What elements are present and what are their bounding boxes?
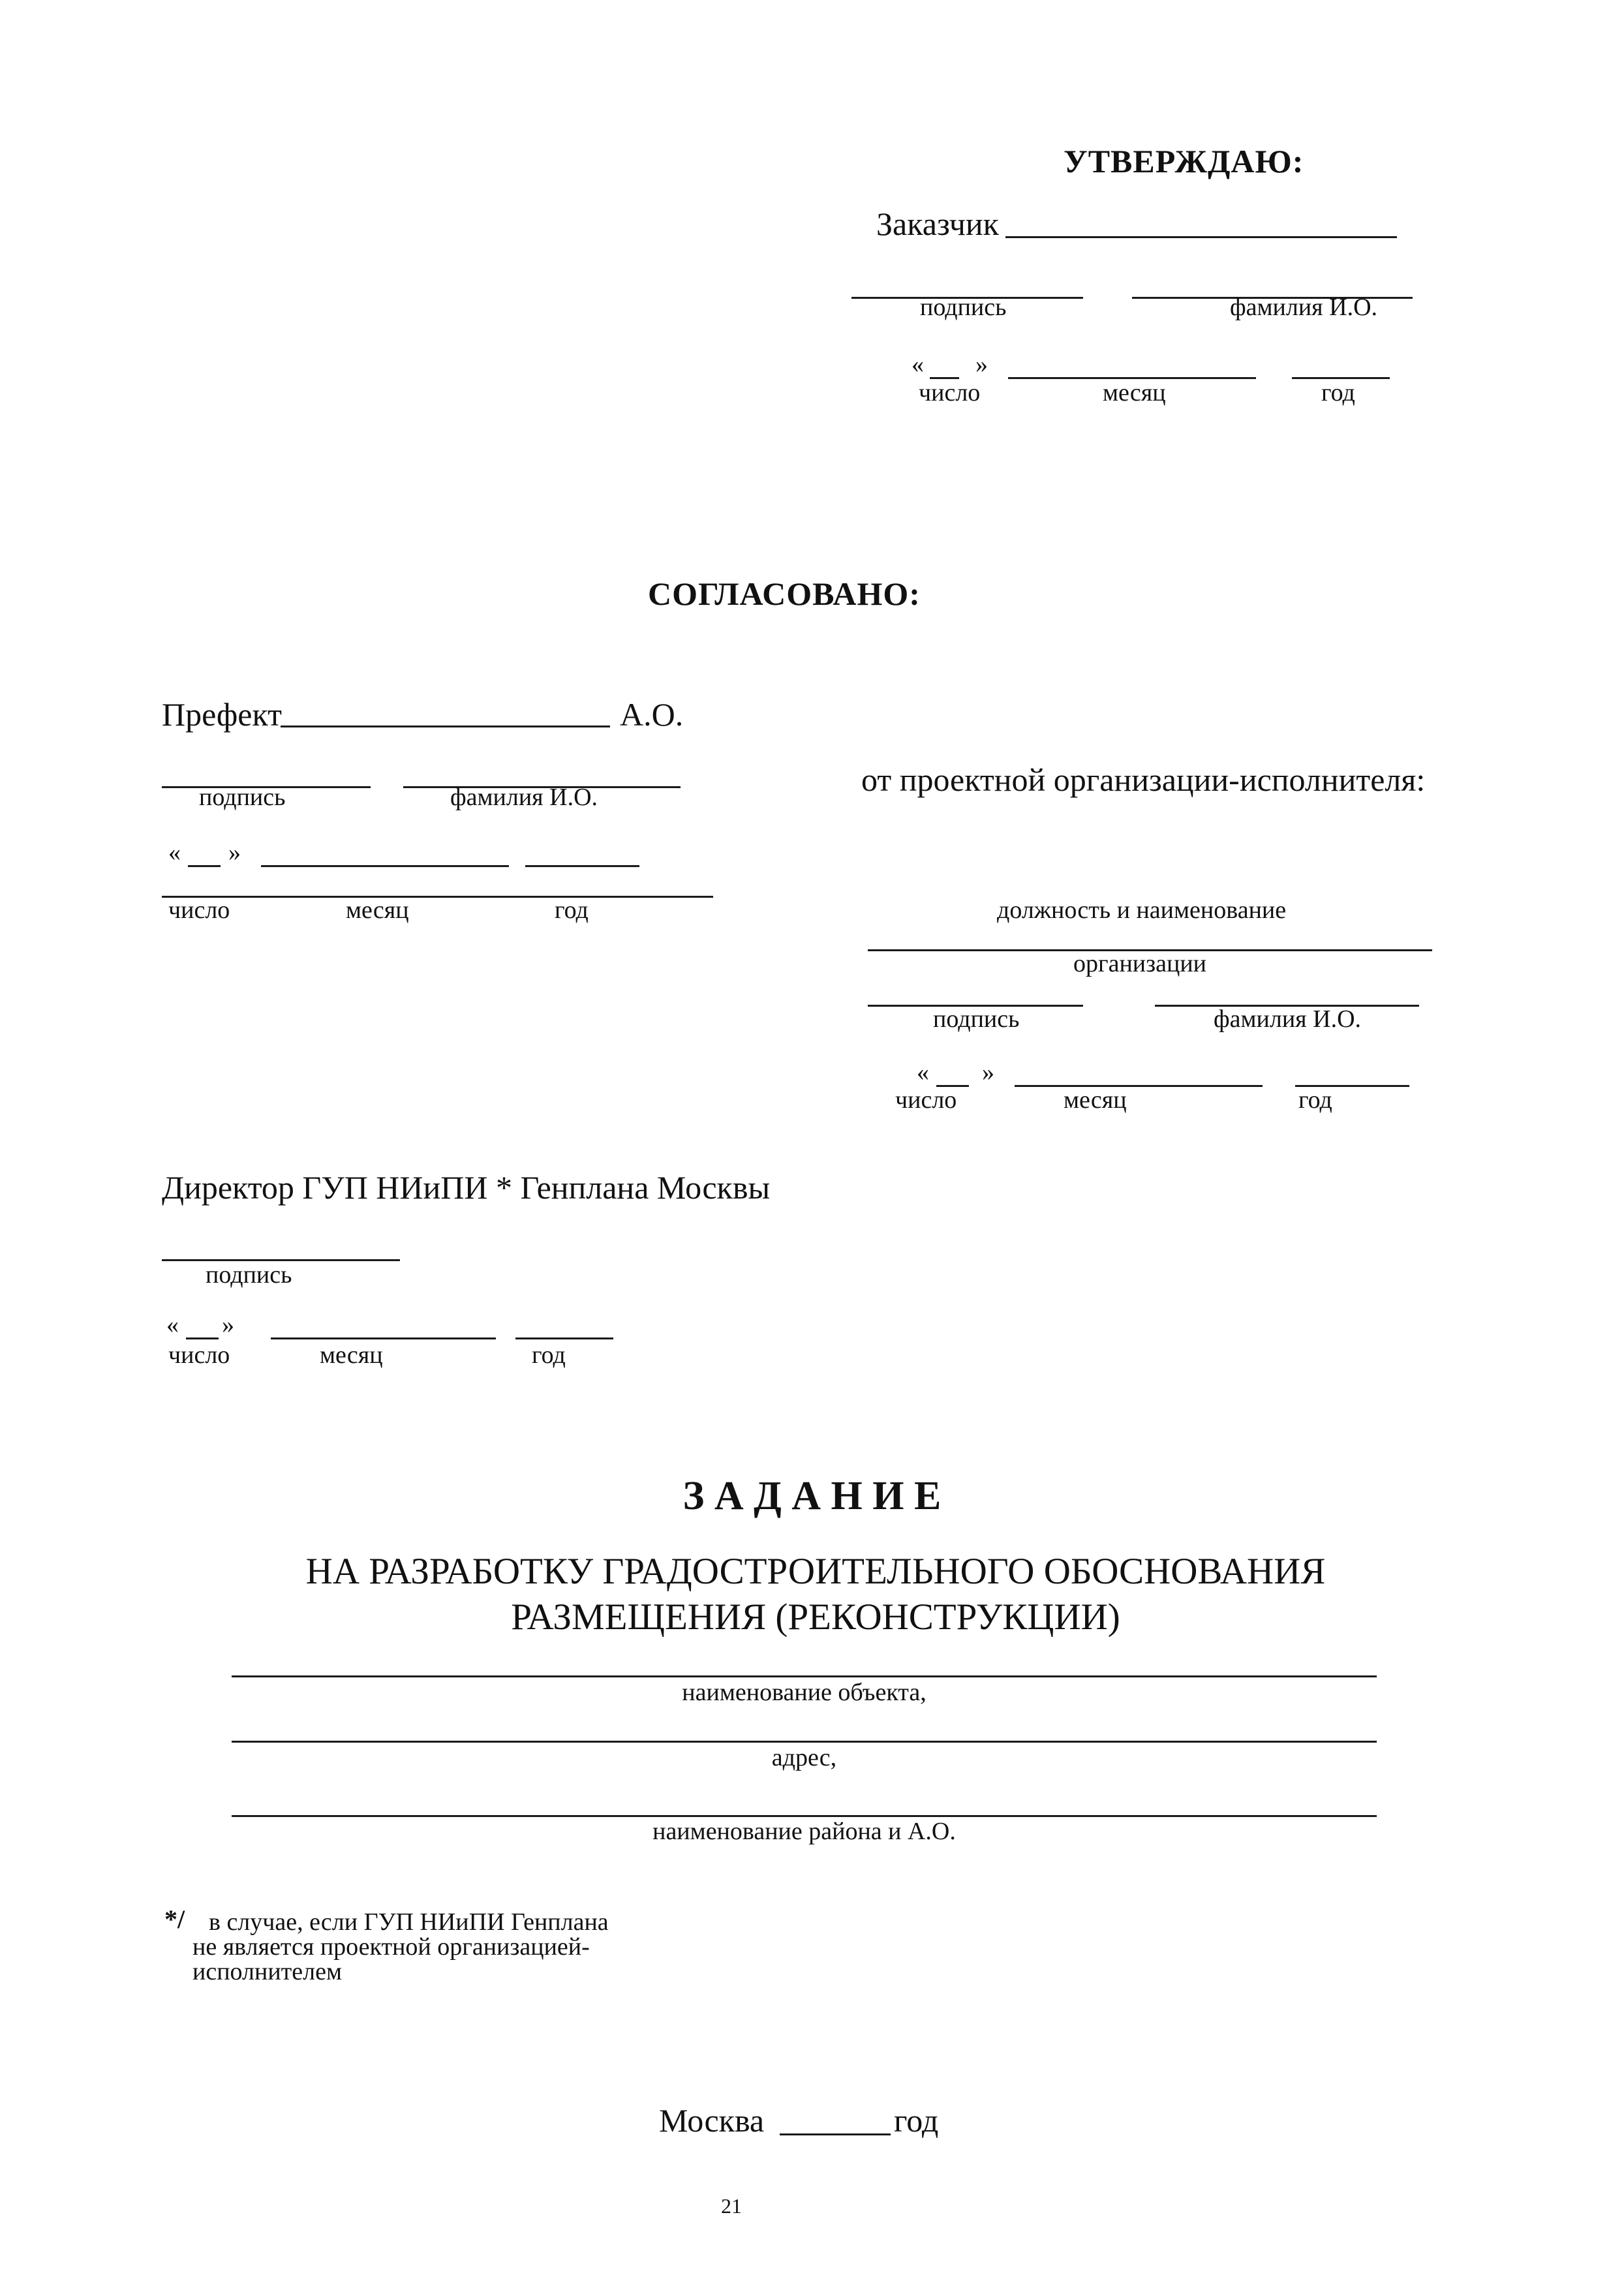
footer-year-line[interactable] (780, 2133, 891, 2135)
address-line[interactable] (232, 1741, 1377, 1743)
prefect-fio-caption: фамилия И.О. (450, 784, 598, 811)
footer-year-label: год (894, 2102, 939, 2139)
director-quote-open: « (166, 1311, 179, 1339)
prefect-ao-label: А.О. (620, 696, 684, 733)
contractor-org-caption: организации (1073, 950, 1207, 977)
prefect-field-line[interactable] (281, 726, 610, 727)
prefect-signature-caption: подпись (199, 784, 286, 811)
prefect-label: Префект (162, 696, 282, 733)
footnote-marker: */ (164, 1904, 185, 1934)
approve-signature-caption: подпись (920, 294, 1007, 321)
approve-quote-open: « (912, 351, 924, 378)
page-number: 21 (721, 2194, 742, 2218)
task-subtitle-line1: НА РАЗРАБОТКУ ГРАДОСТРОИТЕЛЬНОГО ОБОСНОВАНИЯ (305, 1551, 1326, 1592)
contractor-day-caption: число (895, 1086, 957, 1114)
prefect-day-caption: число (168, 896, 230, 924)
contractor-signature-caption: подпись (933, 1005, 1020, 1033)
footer-city: Москва (659, 2102, 765, 2139)
contractor-quote-close: » (982, 1059, 994, 1086)
contractor-from-org: от проектной организации-исполнителя: (861, 761, 1426, 798)
district-line[interactable] (232, 1815, 1377, 1817)
prefect-month-caption: месяц (346, 896, 409, 924)
director-signature-caption: подпись (206, 1261, 292, 1289)
prefect-quote-open: « (168, 839, 181, 866)
director-quote-close: » (222, 1311, 234, 1339)
approve-day-caption: число (919, 379, 981, 406)
contractor-position-caption: должность и наименование (997, 896, 1287, 924)
prefect-year-caption: год (555, 896, 589, 924)
contractor-month-line[interactable] (1015, 1085, 1263, 1087)
footnote-line1: в случае, если ГУП НИиПИ Генплана (209, 1908, 609, 1936)
director-year-caption: год (532, 1341, 566, 1369)
task-subtitle-line2: РАЗМЕЩЕНИЯ (РЕКОНСТРУКЦИИ) (511, 1597, 1120, 1638)
approve-year-caption: год (1321, 379, 1355, 406)
director-year-line[interactable] (515, 1337, 613, 1339)
approve-fio-caption: фамилия И.О. (1230, 294, 1378, 321)
agreed-title: СОГЛАСОВАНО: (648, 575, 921, 612)
footnote-line3: исполнителем (192, 1958, 343, 1985)
approve-quote-close: » (975, 351, 988, 378)
contractor-fio-caption: фамилия И.О. (1214, 1005, 1362, 1033)
director-month-line[interactable] (271, 1337, 496, 1339)
footnote-line2: не является проектной организацией- (192, 1933, 590, 1961)
prefect-month-line[interactable] (261, 865, 509, 867)
district-caption: наименование района и А.О. (652, 1818, 956, 1845)
director-month-caption: месяц (320, 1341, 383, 1369)
prefect-year-line[interactable] (525, 865, 639, 867)
address-caption: адрес, (771, 1744, 837, 1771)
approve-title: УТВЕРЖДАЮ: (1064, 143, 1304, 179)
task-heading: З А Д А Н И Е (682, 1474, 942, 1518)
object-name-caption: наименование объекта, (682, 1679, 927, 1706)
customer-field-line[interactable] (1005, 236, 1397, 238)
director-day-caption: число (168, 1341, 230, 1369)
director-day-line[interactable] (186, 1337, 219, 1339)
customer-label: Заказчик (876, 206, 999, 242)
contractor-year-caption: год (1298, 1086, 1332, 1114)
contractor-month-caption: месяц (1064, 1086, 1127, 1114)
prefect-date-rule (162, 896, 713, 898)
prefect-quote-close: » (228, 839, 241, 866)
prefect-day-line[interactable] (188, 865, 221, 867)
contractor-quote-open: « (917, 1059, 929, 1086)
approve-month-caption: месяц (1103, 379, 1166, 406)
object-name-line[interactable] (232, 1675, 1377, 1677)
director-title: Директор ГУП НИиПИ * Генплана Москвы (162, 1169, 771, 1206)
